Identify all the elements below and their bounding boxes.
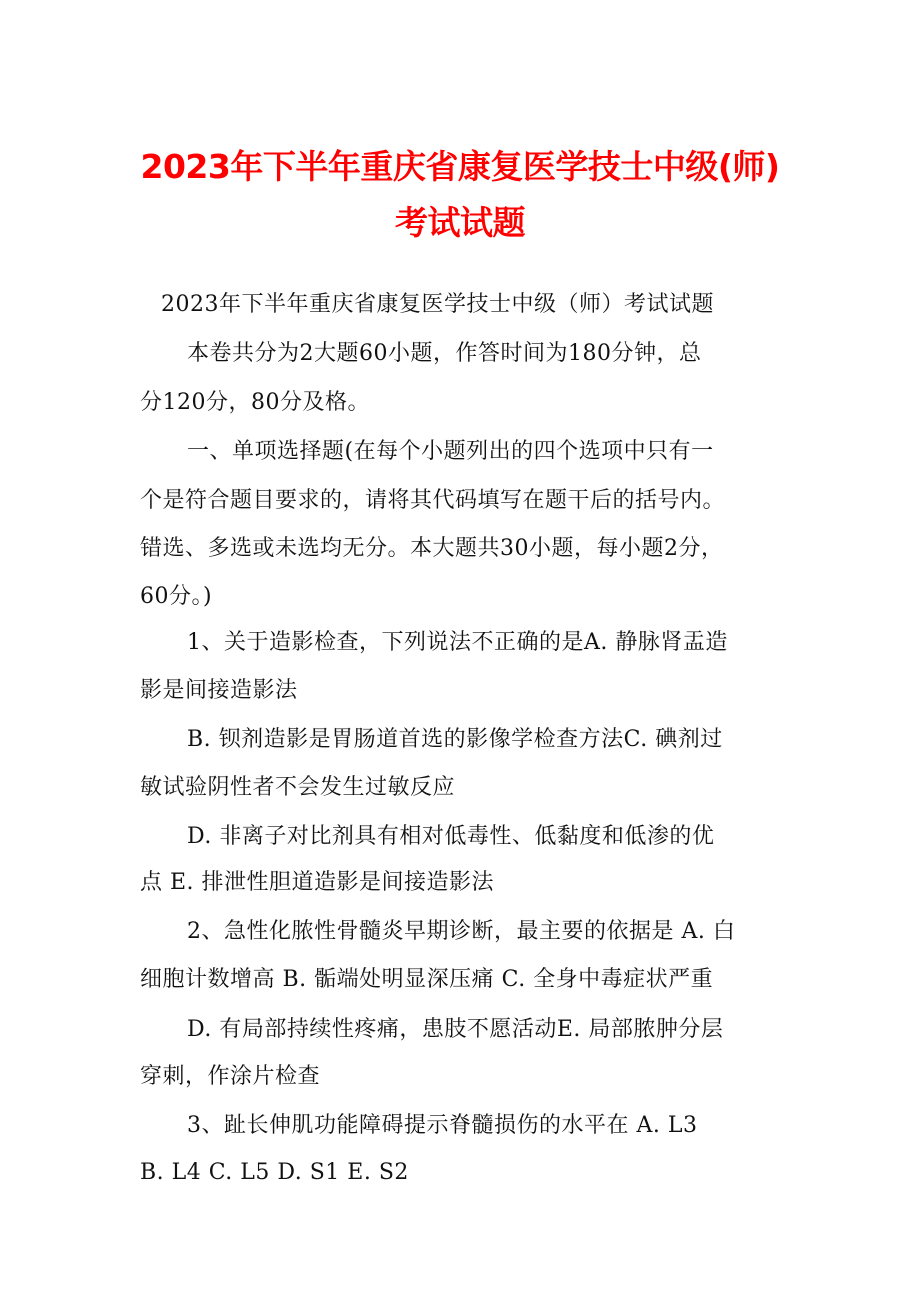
- question-2-line-2: 细胞计数增高 B. 骺端处明显深压痛 C. 全身中毒症状严重: [140, 967, 714, 992]
- question-1-line-3: B. 钡剂造影是胃肠道首选的影像学检查方法C. 碘剂过: [187, 727, 723, 752]
- question-1-line-5: D. 非离子对比剂具有相对低毒性、低黏度和低渗的优: [187, 824, 715, 849]
- section-heading-line-3: 错选、多选或未选均无分。本大题共30小题，每小题2分，: [140, 536, 724, 561]
- question-1-line-6: 点 E. 排泄性胆道造影是间接造影法: [140, 870, 495, 895]
- question-2-line-3: D. 有局部持续性疼痛，患肢不愿活动E. 局部脓肿分层: [187, 1017, 724, 1042]
- question-3-line-2: B. L4 C. L5 D. S1 E. S2: [140, 1160, 409, 1185]
- section-heading-line-4: 60分。): [140, 584, 213, 609]
- section-heading-line-1: 一、单项选择题(在每个小题列出的四个选项中只有一: [187, 439, 714, 464]
- intro-line-1: 本卷共分为2大题60小题，作答时间为180分钟，总: [187, 341, 702, 366]
- question-1-line-4: 敏试验阴性者不会发生过敏反应: [140, 775, 456, 800]
- question-3-line-1: 3、趾长伸肌功能障碍提示脊髓损伤的水平在 A. L3: [187, 1113, 698, 1138]
- question-1-line-2: 影是间接造影法: [140, 678, 298, 703]
- document-title-line-1: 2023年下半年重庆省康复医学技士中级(师): [140, 147, 780, 186]
- question-2-line-1: 2、急性化脓性骨髓炎早期诊断，最主要的依据是 A. 白: [187, 919, 736, 944]
- question-1-line-1: 1、关于造影检查，下列说法不正确的是A. 静脉肾盂造: [187, 630, 728, 655]
- section-heading-line-2: 个是符合题目要求的，请将其代码填写在题干后的括号内。: [140, 488, 726, 513]
- document-title-line-2: 考试试题: [395, 203, 525, 242]
- intro-line-2: 分120分，80分及格。: [140, 390, 370, 415]
- subtitle-line: 2023年下半年重庆省康复医学技士中级（师）考试试题: [161, 292, 714, 317]
- question-2-line-4: 穿刺，作涂片检查: [140, 1064, 321, 1089]
